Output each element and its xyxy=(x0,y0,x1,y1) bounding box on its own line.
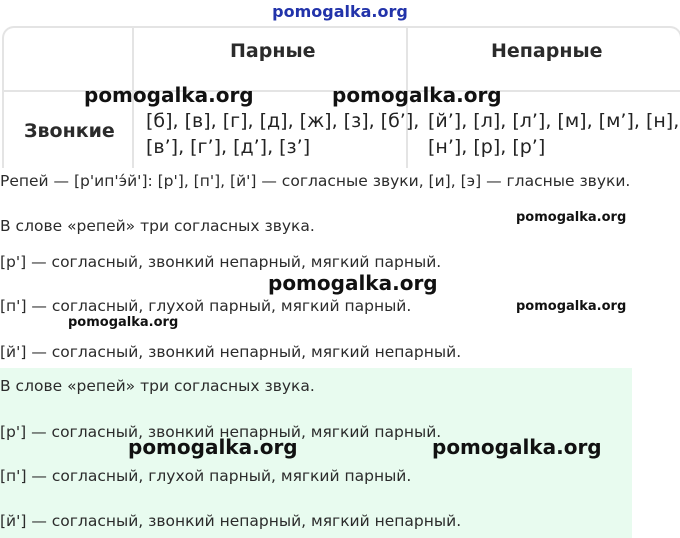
explanation-line: [й'] — согласный, звонкий непарный, мягкий непарный. xyxy=(0,343,462,361)
transcription-line: Репей — [р'ип'э́й']: [р'], [п'], [й'] — согласные звуки, [и], [э] — гласные звуки. xyxy=(0,172,631,190)
watermark: pomogalka.org xyxy=(516,299,627,314)
watermark: pomogalka.org xyxy=(68,315,179,330)
answer-line: [п'] — согласный, глухой парный, мягкий парный. xyxy=(0,467,412,485)
cell-paired-line: [в’], [г’], [д’], [з’] xyxy=(146,136,311,158)
answer-line: В слове «репей» три согласных звука. xyxy=(0,377,315,395)
watermark: pomogalka.org xyxy=(516,210,627,225)
cell-paired-line: [б], [в], [г], [д], [ж], [з], [б’], xyxy=(146,110,420,132)
row-label-voiced: Звонкие xyxy=(24,120,115,142)
cell-unpaired xyxy=(428,108,679,160)
header-unpaired: Непарные xyxy=(491,40,603,62)
answer-line: [й'] — согласный, звонкий непарный, мягкий непарный. xyxy=(0,512,462,530)
cell-paired xyxy=(146,108,419,160)
explanation-line: В слове «репей» три согласных звука. xyxy=(0,217,315,235)
watermark: pomogalka.org xyxy=(128,435,298,459)
watermark: pomogalka.org xyxy=(432,435,602,459)
answer-line: [р'] — согласный, звонкий непарный, мягкий парный. xyxy=(0,423,442,441)
explanation-line: [р'] — согласный, звонкий непарный, мягкий парный. xyxy=(0,253,442,271)
watermark: pomogalka.org xyxy=(268,271,438,295)
watermark-top: pomogalka.org xyxy=(272,2,408,21)
cell-unpaired-line: [н’], [р], [р’] xyxy=(428,136,546,158)
watermark: pomogalka.org xyxy=(84,83,254,107)
cell-unpaired-line: [й’], [л], [л’], [м], [м’], [н], xyxy=(428,110,680,132)
explanation-line: [п'] — согласный, глухой парный, мягкий парный. xyxy=(0,297,412,315)
watermark: pomogalka.org xyxy=(332,83,502,107)
header-paired: Парные xyxy=(230,40,316,62)
